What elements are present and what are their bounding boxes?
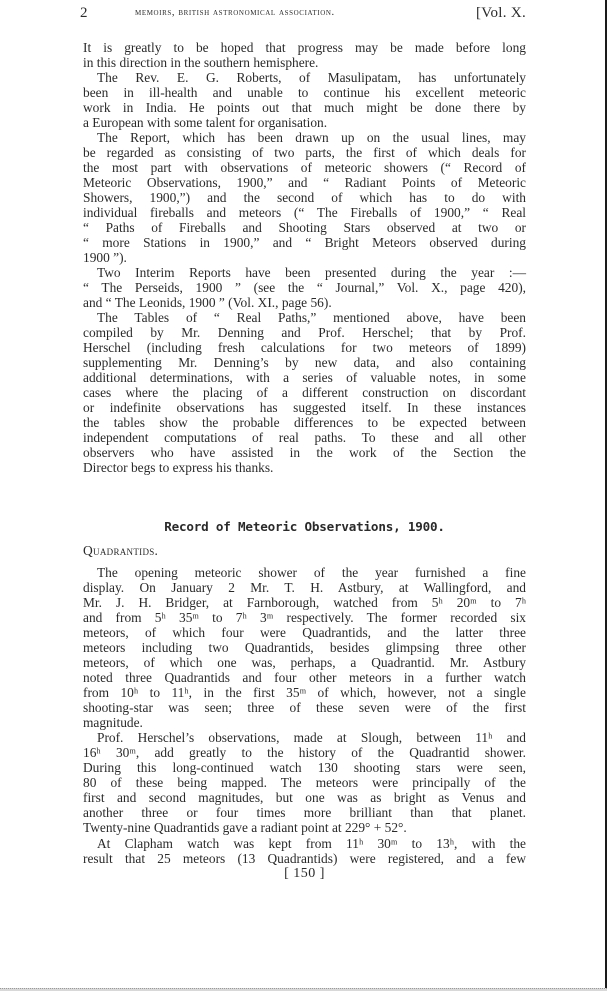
text-line: The Report, which has been drawn up on the usual lines, may xyxy=(97,130,526,145)
folio-number: [ 150 ] xyxy=(284,866,325,881)
text-line: be regarded as consisting of two parts, the first of which deals for xyxy=(83,145,526,160)
text-line: It is greatly to be hoped that progress may be made before long xyxy=(83,40,526,55)
text-line: individual fireballs and meteors (“ The Fireballs of 1900,” “ Real xyxy=(83,205,526,220)
text-line: meteors, of which one was, perhaps, a Quadrantid. Mr. Astbury xyxy=(83,655,526,670)
text-line: 80 of these being mapped. The meteors were principally of the xyxy=(83,775,526,790)
text-line: Meteoric Observations, 1900,” and “ Radiant Points of Meteoric xyxy=(83,175,526,190)
text-line: observers who have assisted in the work of the Section the xyxy=(83,445,526,460)
text-line: a European with some talent for organisation. xyxy=(83,115,328,130)
text-line: in this direction in the southern hemisphere. xyxy=(83,55,319,70)
text-line: Mr. J. H. Bridger, at Farnborough, watched from 5ʰ 20ᵐ to 7ʰ xyxy=(83,595,526,610)
text-line: Showers, 1900,”) and the second of which has to do with xyxy=(83,190,526,205)
section-heading: Record of Meteoric Observations, 1900. xyxy=(164,519,445,534)
text-line: independent computations of real paths. To these and all other xyxy=(83,430,526,445)
text-line: During this long-continued watch 130 shooting stars were seen, xyxy=(83,760,526,775)
text-line: cases where the placing of a different construction on discordant xyxy=(83,385,526,400)
section-subheading: Quadrantids. xyxy=(83,543,159,558)
text-line: display. On January 2 Mr. T. H. Astbury, at Wallingford, and xyxy=(83,580,526,595)
text-line: 1900 ”). xyxy=(83,250,127,265)
text-line: “ Paths of Fireballs and Shooting Stars observed at two or xyxy=(83,220,526,235)
text-line: 16ʰ 30ᵐ, add greatly to the history of the Quadrantid shower. xyxy=(83,745,526,760)
text-line: Director begs to express his thanks. xyxy=(83,460,274,475)
text-line: meteors, of which four were Quadrantids, and the latter three xyxy=(83,625,526,640)
text-line: Two Interim Reports have been presented during the year :— xyxy=(97,265,526,280)
text-line: Prof. Herschel’s observations, made at Slough, between 11ʰ and xyxy=(97,730,526,745)
text-line: The Rev. E. G. Roberts, of Masulipatam, has unfortunately xyxy=(97,70,526,85)
journal-title: memoirs, british astronomical association. xyxy=(135,7,335,18)
text-line: shooting-star was seen; three of these seven were of the first xyxy=(83,700,526,715)
text-line: meteors including two Quadrantids, besides glimpsing three other xyxy=(83,640,526,655)
text-line: The opening meteoric shower of the year furnished a fine xyxy=(97,565,526,580)
text-line: “ more Stations in 1900,” and “ Bright Meteors observed during xyxy=(83,235,526,250)
text-line: additional determinations, with a series of valuable notes, in some xyxy=(83,370,526,385)
text-line: Herschel (including fresh calculations for two meteors of 1899) xyxy=(83,340,526,355)
text-line: Twenty-nine Quadrantids gave a radiant point at 229° + 52°. xyxy=(83,820,407,835)
page-number: 2 xyxy=(80,5,88,21)
text-line: compiled by Mr. Denning and Prof. Herschel; that by Prof. xyxy=(83,325,526,340)
text-line: another three or four times more brilliant than that planet. xyxy=(83,805,526,820)
text-line: and “ The Leonids, 1900 ” (Vol. XI., page 56). xyxy=(83,295,332,310)
text-line: At Clapham watch was kept from 11ʰ 30ᵐ to 13ʰ, with the xyxy=(97,836,526,851)
text-line: the most part with observations of meteoric showers (“ Record of xyxy=(83,160,526,175)
text-line: the tables show the probable differences to be expected between xyxy=(83,415,526,430)
text-line: noted three Quadrantids and four other meteors in a further watch xyxy=(83,670,526,685)
text-line: work in India. He points out that much might be done there by xyxy=(83,100,526,115)
text-line: first and second magnitudes, but one was as bright as Venus and xyxy=(83,790,526,805)
text-line: or indefinite observations has suggested itself. In these instances xyxy=(83,400,526,415)
text-line: from 10ʰ to 11ʰ, in the first 35ᵐ of which, however, not a single xyxy=(83,685,526,700)
text-line: result that 25 meteors (13 Quadrantids) were registered, and a few xyxy=(83,851,526,866)
text-line: been in ill-health and unable to continue his excellent meteoric xyxy=(83,85,526,100)
text-line: and from 5ʰ 35ᵐ to 7ʰ 3ᵐ respectively. The former recorded six xyxy=(83,610,526,625)
running-head xyxy=(80,5,526,25)
volume-label: [Vol. X. xyxy=(475,5,526,21)
text-line: supplementing Mr. Denning’s by new data, and also containing xyxy=(83,355,526,370)
text-line: magnitude. xyxy=(83,715,143,730)
text-line: “ The Perseids, 1900 ” (see the “ Journal,” Vol. X., page 420), xyxy=(83,280,526,295)
text-line: The Tables of “ Real Paths,” mentioned above, have been xyxy=(97,310,526,325)
